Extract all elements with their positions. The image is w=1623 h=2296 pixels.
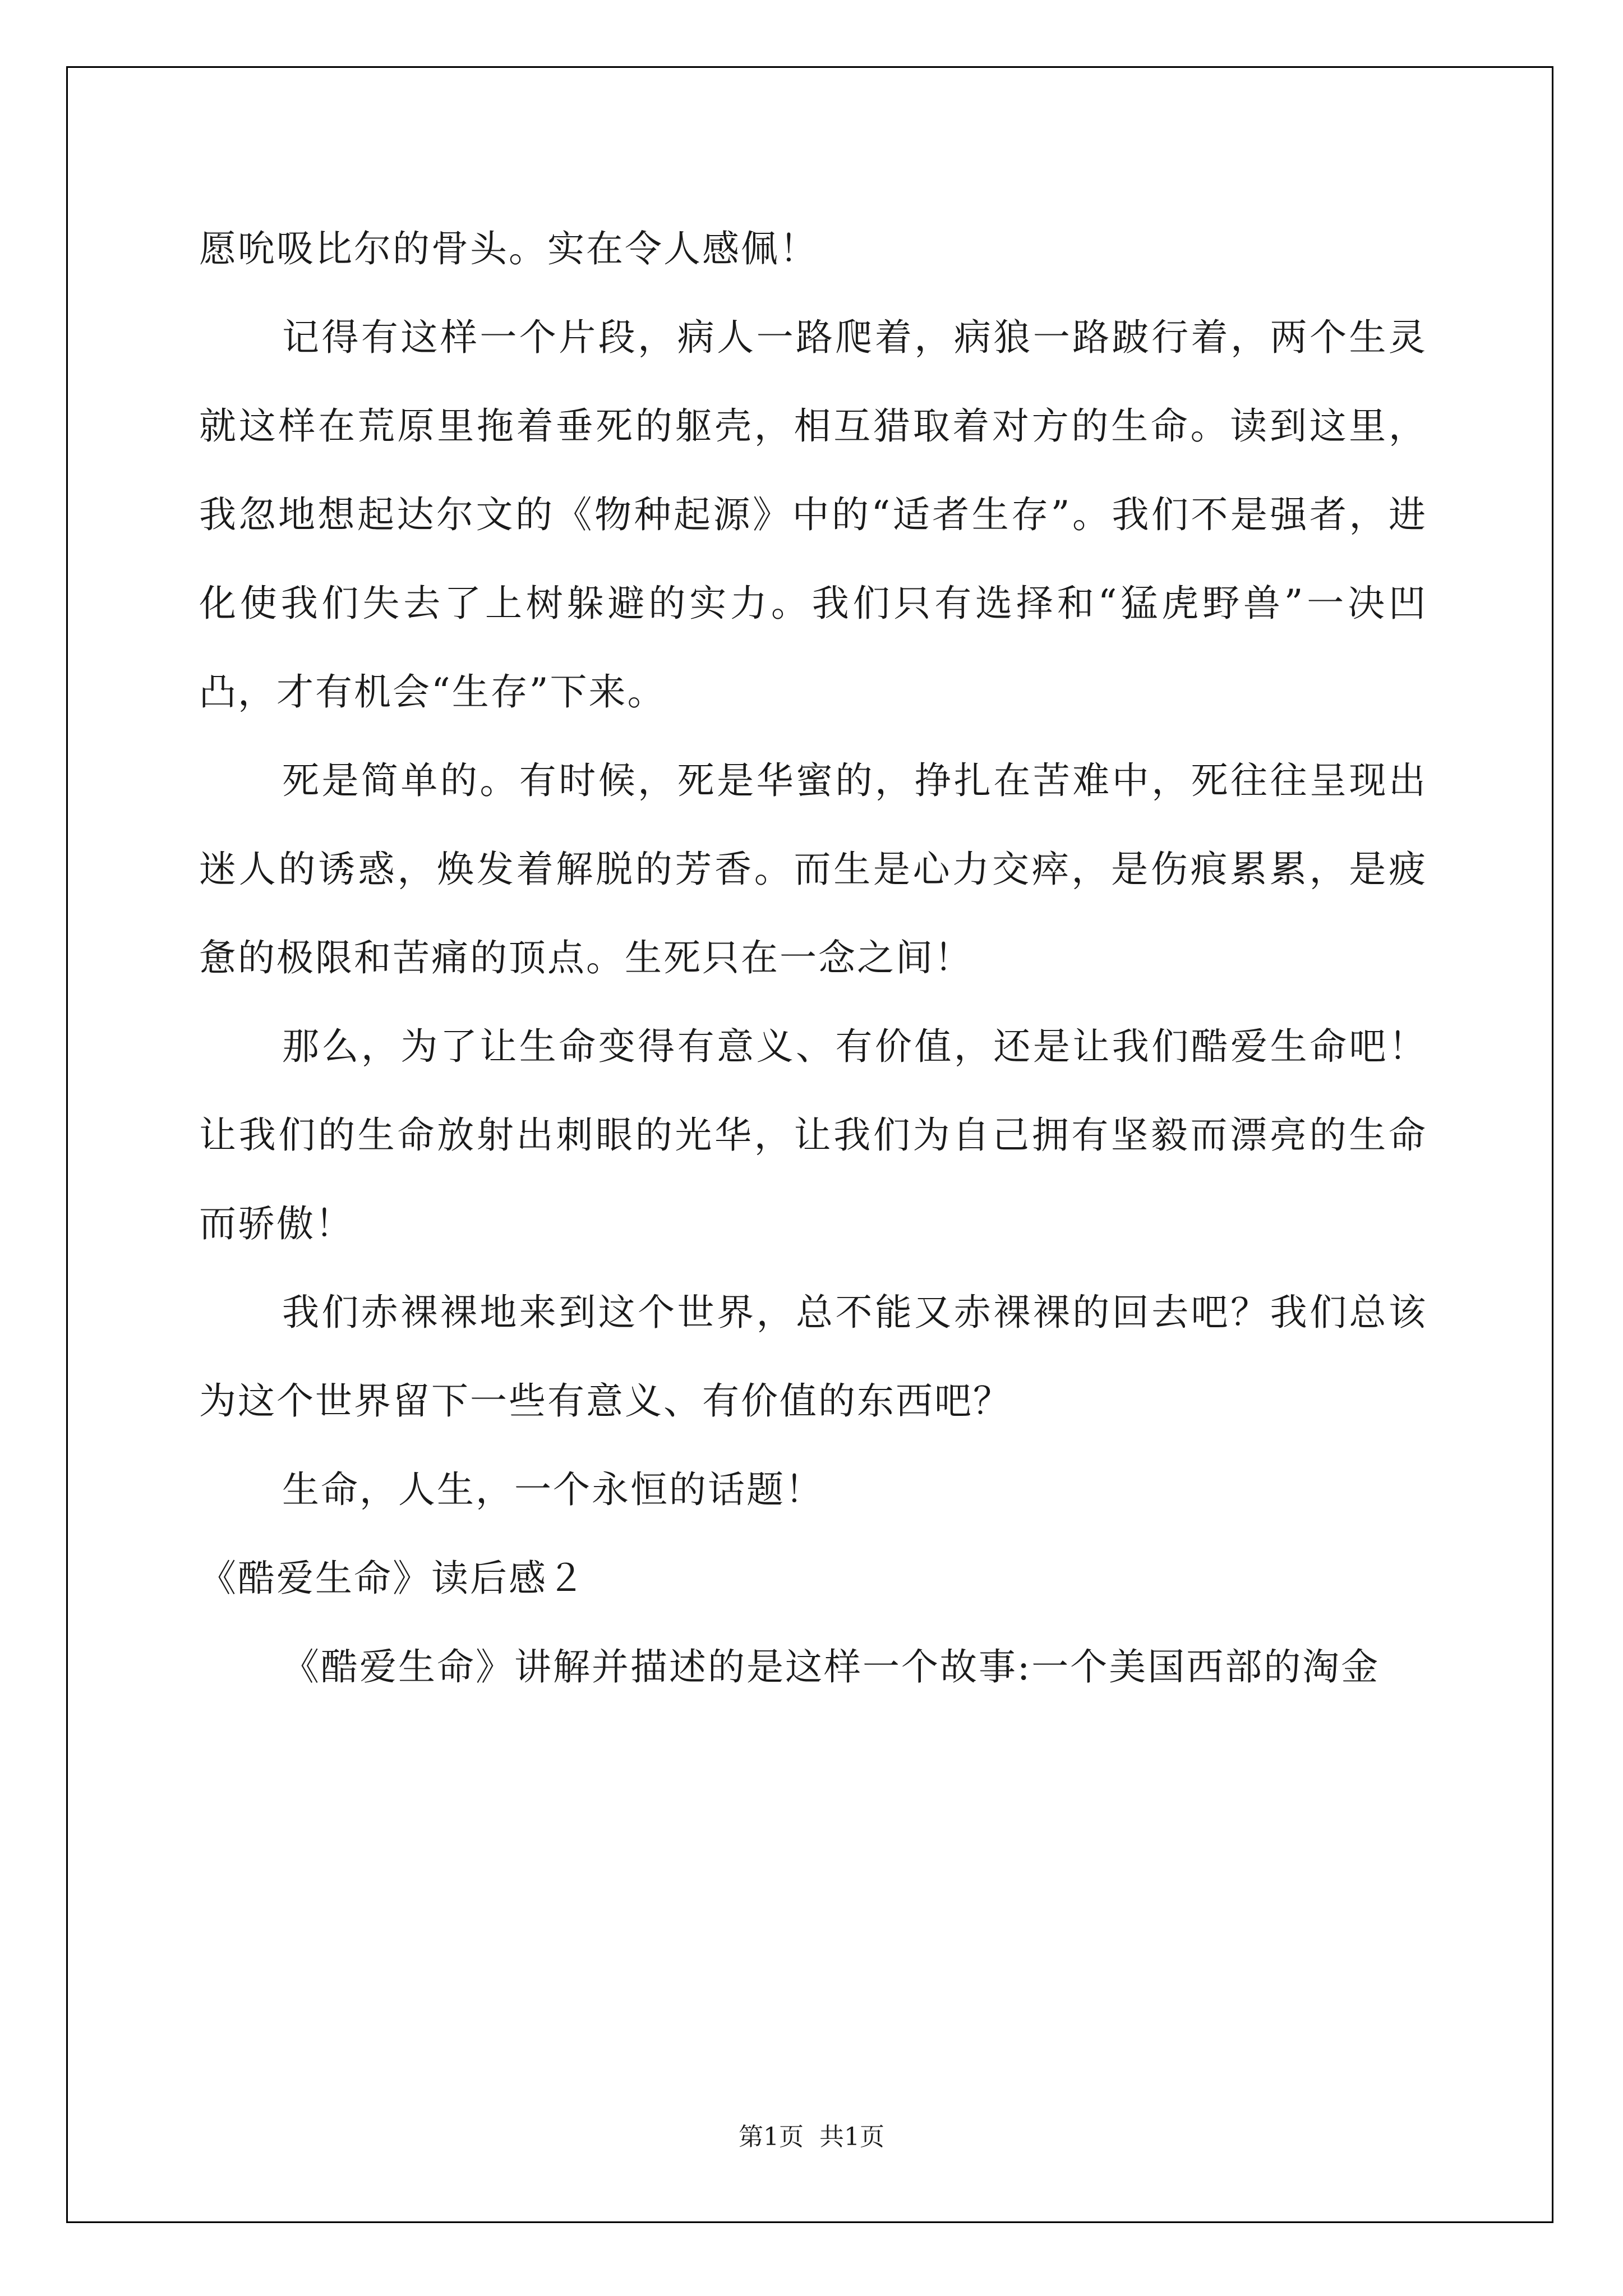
paragraph: 《酷爱生命》讲解并描述的是这样一个故事:一个美国西部的淘金 — [282, 1645, 1380, 1688]
paragraph: 生命，人生，一个永恒的话题！ — [282, 1468, 824, 1511]
page-number-footer: 第1页 共1页 — [739, 2123, 884, 2151]
paragraph: 愿吮吸比尔的骨头。实在令人感佩！ — [199, 227, 818, 270]
paragraph: 那么，为了让生命变得有意义、有价值，还是让我们酷爱生命吧！让我们的生命放射出刺眼的光华，让我们为自己拥有坚毅而漂亮的生命而骄傲！ — [199, 1025, 1427, 1245]
document-body — [199, 205, 1427, 1711]
paragraph: 死是简单的。有时候，死是华蜜的，挣扎在苦难中，死往往呈现出迷人的诱惑，焕发着解脱的芳香。而生是心力交瘁，是伤痕累累，是疲惫的极限和苦痛的顶点。生死只在一念之间！ — [199, 759, 1427, 979]
paragraph: 我们赤裸裸地来到这个世界，总不能又赤裸裸的回去吧？我们总该为这个世界留下一些有意义、有价值的东西吧？ — [199, 1291, 1427, 1423]
paragraph: 记得有这样一个片段，病人一路爬着，病狼一路跛行着，两个生灵就这样在荒原里拖着垂死的躯壳，相互猎取着对方的生命。读到这里，我忽地想起达尔文的《物种起源》中的“适者生存”。我们不是强者，进化使我们失去了上树躲避的实力。我们只有选择和“猛虎野兽”一决凹凸，才有机会“生存”下来。 — [199, 316, 1427, 714]
section-heading: 《酷爱生命》读后感２ — [199, 1557, 586, 1600]
